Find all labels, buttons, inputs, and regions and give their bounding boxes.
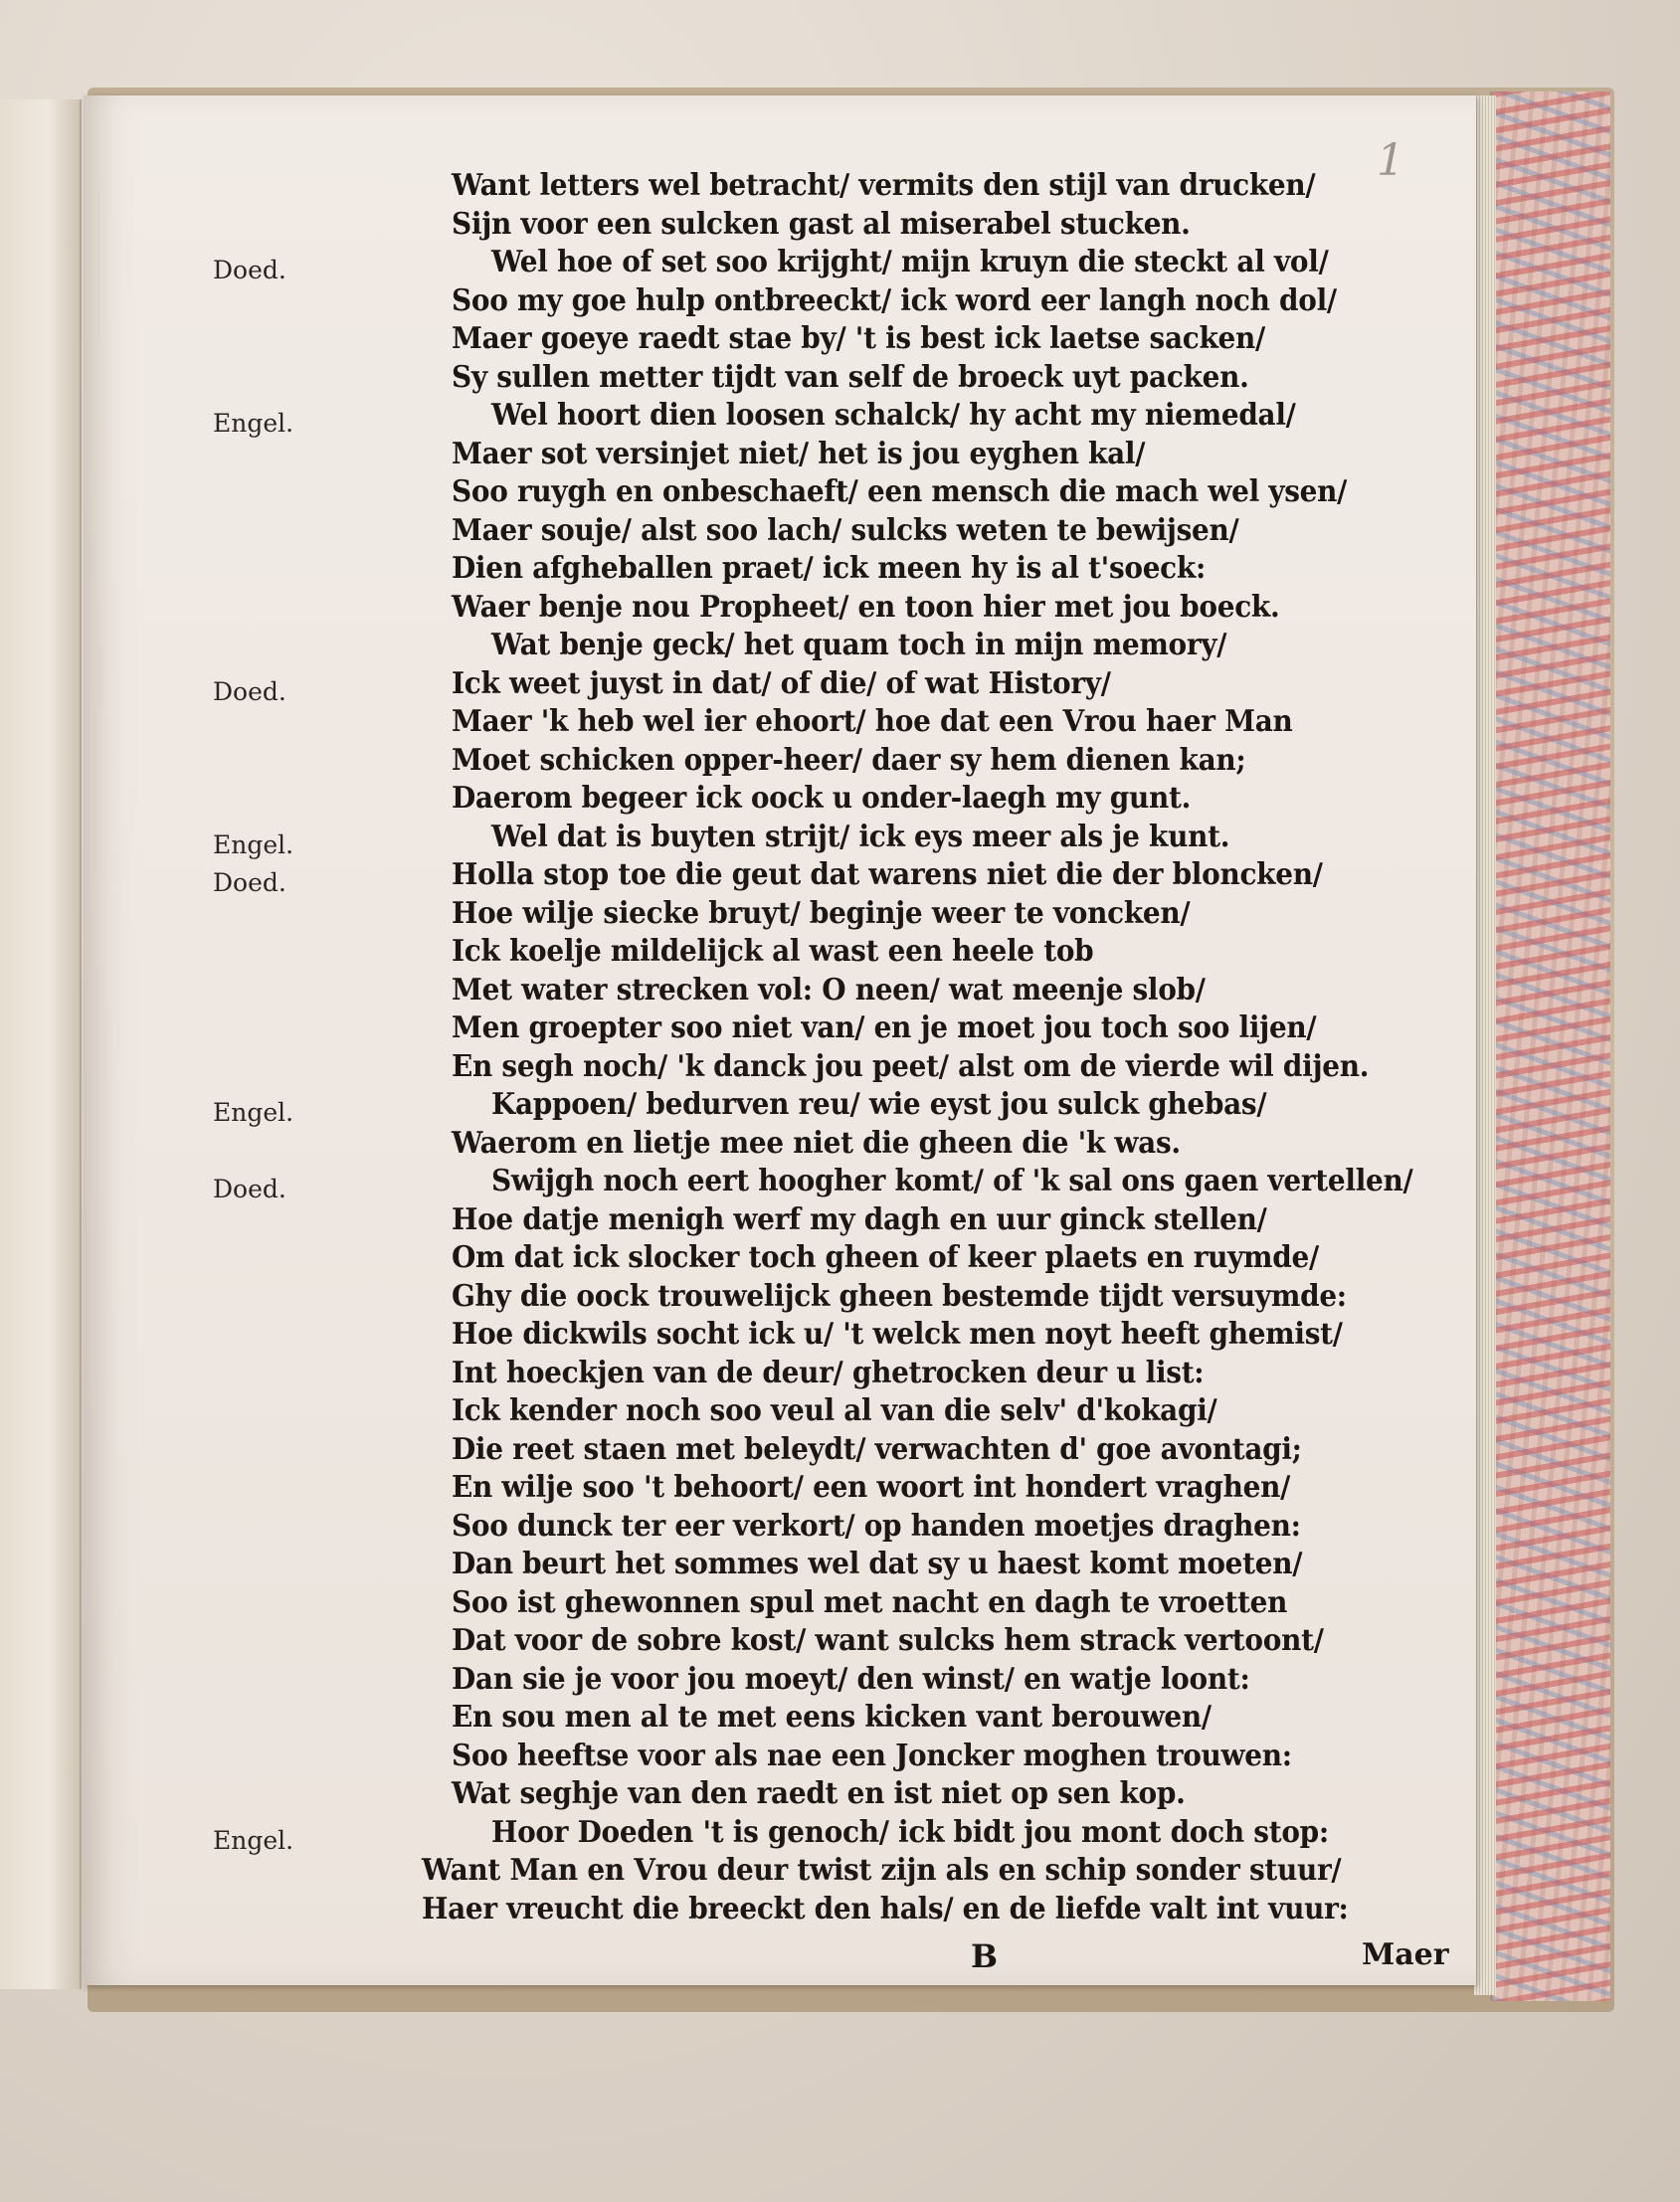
speaker-label: Doed. bbox=[213, 1175, 286, 1203]
speaker-label: Doed. bbox=[213, 256, 286, 284]
speaker-label: Engel. bbox=[213, 409, 294, 438]
verse-text: Ick weet juyst in dat/ of die/ of wat History/ bbox=[452, 665, 1111, 701]
verse-line bbox=[213, 1546, 1446, 1584]
verse-text: Kappoen/ bedurven reu/ wie eyst jou sulck ghebas/ bbox=[491, 1087, 1267, 1122]
verse-line bbox=[213, 1201, 1446, 1240]
verse-text: Wel hoort dien loosen schalck/ hy acht my niemedal/ bbox=[491, 398, 1296, 433]
verse-text: Dan beurt het sommes wel dat sy u haest komt moeten/ bbox=[452, 1547, 1303, 1581]
verse-text: Om dat ick slocker toch gheen of keer plaets en ruymde/ bbox=[452, 1240, 1319, 1275]
verse-text: Soo ist ghewonnen spul met nacht en dagh te vroetten bbox=[452, 1584, 1288, 1620]
verse-text: Daerom begeer ick oock u onder-laegh my gunt. bbox=[452, 781, 1192, 816]
pencil-page-mark: 1 bbox=[1377, 135, 1404, 186]
catchword: Maer bbox=[1362, 1937, 1449, 1972]
verse-text: Ghy die oock trouwelijck gheen bestemde tijdt versuymde: bbox=[452, 1278, 1347, 1314]
verse-line bbox=[213, 703, 1446, 742]
verse-text: Sijn voor een sulcken gast al miserabel stucken. bbox=[452, 206, 1191, 242]
verse-text: Soo dunck ter eer verkort/ op handen moetjes draghen: bbox=[452, 1508, 1301, 1544]
verse-line bbox=[213, 1775, 1446, 1814]
verse-line bbox=[213, 359, 1446, 398]
verse-line bbox=[213, 206, 1446, 245]
verse-text: Wat benje geck/ het quam toch in mijn memory/ bbox=[491, 628, 1227, 662]
verse-line bbox=[213, 1508, 1446, 1547]
verse-line bbox=[213, 1738, 1446, 1776]
verse-line bbox=[213, 1125, 1446, 1164]
verse-text: Maer sot versinjet niet/ het is jou eyghen kal/ bbox=[452, 436, 1146, 471]
verse-line bbox=[213, 512, 1446, 551]
verse-text: Met water strecken vol: O neen/ wat meenje slob/ bbox=[452, 972, 1206, 1008]
verse-text: Waer benje nou Propheet/ en toon hier met jou boeck. bbox=[452, 589, 1280, 625]
verse-line bbox=[213, 397, 1446, 436]
verse-text: Waerom en lietje mee niet die gheen die 'k was. bbox=[452, 1125, 1181, 1161]
verse-line bbox=[213, 1163, 1446, 1201]
verse-line bbox=[213, 1891, 1446, 1929]
verse-text: Hoe datje menigh werf my dagh en uur ginck stellen/ bbox=[452, 1201, 1267, 1237]
verse-block bbox=[213, 167, 1446, 1928]
verse-line bbox=[213, 780, 1446, 819]
verse-line bbox=[213, 1355, 1446, 1393]
verse-line bbox=[213, 1699, 1446, 1738]
page-stack bbox=[1474, 95, 1496, 1995]
verse-line bbox=[213, 665, 1446, 704]
verse-line bbox=[213, 589, 1446, 628]
verse-text: Soo my goe hulp ontbreeckt/ ick word eer langh noch dol/ bbox=[452, 282, 1337, 318]
verse-line bbox=[213, 1622, 1446, 1661]
verse-text: Swijgh noch eert hoogher komt/ of 'k sal ons gaen vertellen/ bbox=[491, 1164, 1413, 1198]
verse-line bbox=[213, 1316, 1446, 1355]
verse-text: Dan sie je voor jou moeyt/ den winst/ en watje loont: bbox=[452, 1661, 1250, 1697]
verse-text: Die reet staen met beleydt/ verwachten d' goe avontagi; bbox=[452, 1431, 1302, 1467]
verse-line bbox=[213, 167, 1446, 206]
verse-line bbox=[213, 933, 1446, 972]
verse-line bbox=[213, 282, 1446, 321]
verse-line bbox=[213, 1239, 1446, 1278]
speaker-label: Engel. bbox=[213, 1825, 294, 1855]
speaker-label: Engel. bbox=[213, 829, 294, 859]
verse-line bbox=[213, 1009, 1446, 1048]
facing-page-edge bbox=[0, 99, 82, 1989]
verse-text: Maer souje/ alst soo lach/ sulcks weten te bewijsen/ bbox=[452, 512, 1239, 548]
verse-line bbox=[213, 1584, 1446, 1623]
verse-line bbox=[213, 1086, 1446, 1125]
verse-line bbox=[213, 550, 1446, 589]
verse-line bbox=[213, 1278, 1446, 1317]
speaker-label: Engel. bbox=[213, 1098, 294, 1127]
verse-line bbox=[213, 436, 1446, 474]
verse-line bbox=[213, 1048, 1446, 1087]
verse-text: Int hoeckjen van de deur/ ghetrocken deur u list: bbox=[452, 1355, 1205, 1390]
verse-text: Ick kender noch soo veul al van die selv' d'kokagi/ bbox=[452, 1393, 1217, 1428]
speaker-label: Doed. bbox=[213, 868, 286, 897]
verse-line bbox=[213, 627, 1446, 665]
verse-text: Sy sullen metter tijdt van self de broeck uyt packen. bbox=[452, 359, 1249, 395]
verse-text: Soo heeftse voor als nae een Joncker moghen trouwen: bbox=[452, 1738, 1292, 1773]
marbled-edge bbox=[1490, 92, 1610, 2001]
verse-text: Wat seghje van den raedt en ist niet op sen kop. bbox=[452, 1776, 1186, 1811]
verse-line bbox=[213, 1852, 1446, 1891]
verse-text: Hoe wilje siecke bruyt/ beginje weer te voncken/ bbox=[452, 895, 1191, 931]
verse-text: Ick koelje mildelijck al wast een heele tob bbox=[452, 934, 1094, 969]
signature-mark: B bbox=[971, 1937, 999, 1975]
verse-text: En sou men al te met eens kicken vant berouwen/ bbox=[452, 1700, 1212, 1735]
verse-line bbox=[213, 473, 1446, 512]
verse-text: Dat voor de sobre kost/ want sulcks hem strack vertoont/ bbox=[452, 1623, 1324, 1658]
verse-line bbox=[213, 1661, 1446, 1700]
verse-text: Wel hoe of set soo krijght/ mijn kruyn die steckt al vol/ bbox=[491, 245, 1329, 279]
verse-line bbox=[213, 320, 1446, 359]
verse-line bbox=[213, 1431, 1446, 1470]
verse-line bbox=[213, 895, 1446, 934]
verse-text: Soo ruygh en onbeschaeft/ een mensch die mach wel ysen/ bbox=[452, 474, 1348, 509]
verse-text: Maer 'k heb wel ier ehoort/ hoe dat een Vrou haer Man bbox=[452, 704, 1293, 739]
verse-text: Haer vreucht die breeckt den hals/ en de liefde valt int vuur: bbox=[422, 1891, 1349, 1927]
verse-line bbox=[213, 819, 1446, 857]
verse-text: Maer goeye raedt stae by/ 't is best ick laetse sacken/ bbox=[452, 321, 1265, 356]
verse-line bbox=[213, 742, 1446, 781]
verse-line bbox=[213, 1392, 1446, 1431]
verse-text: Hoor Doeden 't is genoch/ ick bidt jou mont doch stop: bbox=[491, 1814, 1329, 1850]
verse-text: Men groepter soo niet van/ en je moet jou toch soo lijen/ bbox=[452, 1010, 1317, 1045]
verse-text: En wilje soo 't behoort/ een woort int hondert vraghen/ bbox=[452, 1470, 1291, 1505]
verse-text: Holla stop toe die geut dat warens niet die der bloncken/ bbox=[452, 857, 1323, 892]
verse-text: Hoe dickwils socht ick u/ 't welck men noyt heeft ghemist/ bbox=[452, 1317, 1343, 1352]
verse-line bbox=[213, 1814, 1446, 1853]
verse-line bbox=[213, 1469, 1446, 1508]
verse-line bbox=[213, 972, 1446, 1010]
speaker-label: Doed. bbox=[213, 676, 286, 706]
verse-line bbox=[213, 244, 1446, 282]
verse-text: En segh noch/ 'k danck jou peet/ alst om de vierde wil dijen. bbox=[452, 1048, 1370, 1084]
verse-text: Want Man en Vrou deur twist zijn als en schip sonder stuur/ bbox=[422, 1853, 1342, 1888]
verse-text: Want letters wel betracht/ vermits den stijl van drucken/ bbox=[452, 168, 1316, 203]
verse-line bbox=[213, 856, 1446, 895]
printed-page bbox=[84, 95, 1476, 1985]
verse-text: Dien afgheballen praet/ ick meen hy is al t'soeck: bbox=[452, 551, 1206, 586]
verse-text: Wel dat is buyten strijt/ ick eys meer als je kunt. bbox=[491, 819, 1230, 854]
verse-text: Moet schicken opper-heer/ daer sy hem dienen kan; bbox=[452, 742, 1246, 778]
